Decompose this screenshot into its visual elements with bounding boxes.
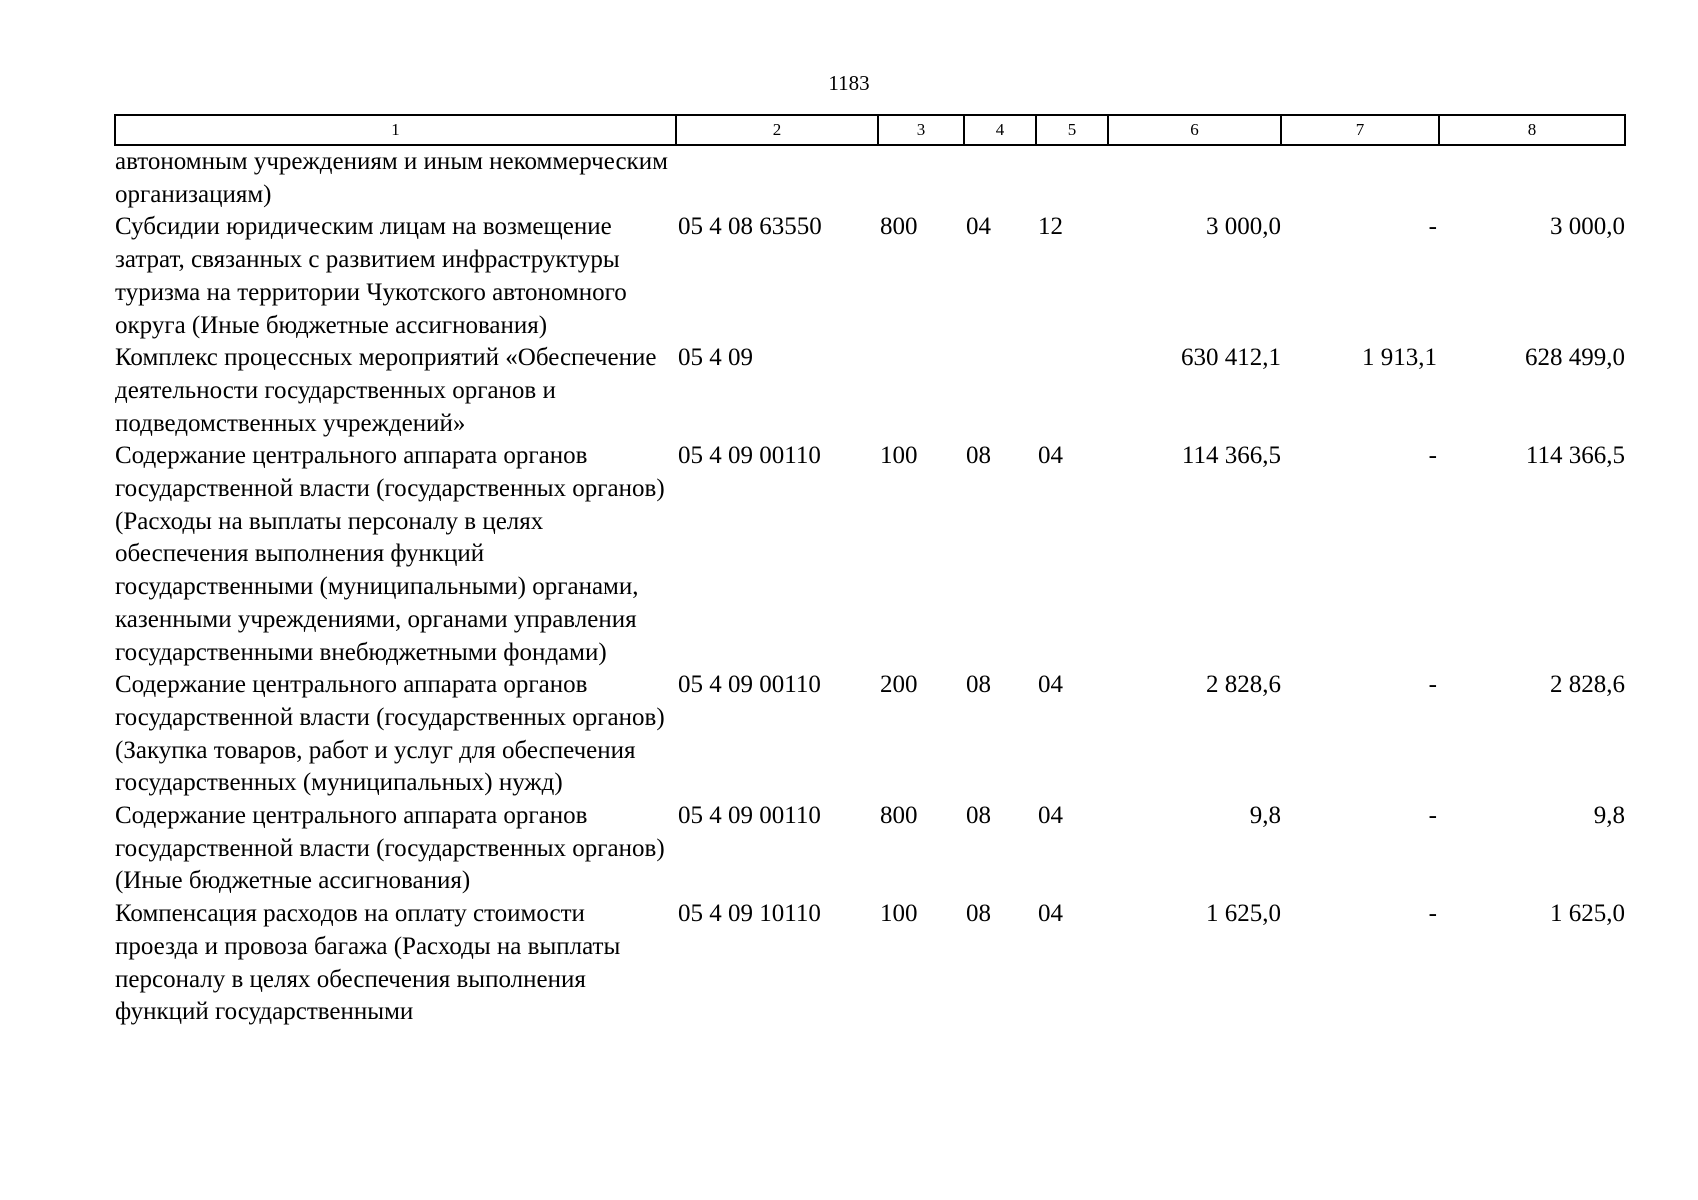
row-name: Субсидии юридическим лицам на возмещение затрат, связанных с развитием инфраструктуры туризма на территории Чукотского автономного округа (Иные бюджетные ассигнования) xyxy=(115,213,627,339)
column-header: 5 xyxy=(1036,115,1108,145)
row-value-8: 114 366,5 xyxy=(1525,442,1625,470)
row-name: Содержание центрального аппарата органов государственной власти (государственных органов) (Закупка товаров, работ и услуг для обеспечения государственных (муниципальных) нужд) xyxy=(115,671,665,797)
table-row xyxy=(115,669,1625,800)
row-expense-type: 100 xyxy=(880,442,918,470)
table-row xyxy=(115,145,1625,211)
row-section: 08 xyxy=(966,671,991,699)
row-name: Компенсация расходов на оплату стоимости проезда и провоза багажа (Расходы на выплаты персоналу в целях обеспечения выполнения функций государственными xyxy=(115,900,621,1026)
row-value-6: 3 000,0 xyxy=(1206,213,1281,241)
row-value-6: 2 828,6 xyxy=(1206,671,1281,699)
table-row xyxy=(115,898,1625,1029)
row-section: 08 xyxy=(966,442,991,470)
row-subsection xyxy=(1036,145,1108,211)
row-subsection: 04 xyxy=(1038,671,1063,699)
row-subsection: 04 xyxy=(1038,900,1063,928)
table-body xyxy=(115,145,1625,1029)
table-header xyxy=(115,115,1625,145)
row-value-6 xyxy=(1108,145,1281,211)
row-name: Содержание центрального аппарата органов государственной власти (государственных органов) (Иные бюджетные ассигнования) xyxy=(115,802,665,895)
row-subsection xyxy=(1036,342,1108,440)
row-name: Содержание центрального аппарата органов государственной власти (государственных органов) (Расходы на выплаты персоналу в целях обеспечения выполнения функций государственными (муниципальными) органами, казенными учреждениями, органами управления государственными внебюджетными фондами) xyxy=(115,442,665,666)
row-code xyxy=(676,145,878,211)
row-value-6: 114 366,5 xyxy=(1181,442,1281,470)
row-value-6: 9,8 xyxy=(1249,802,1281,830)
row-value-6: 1 625,0 xyxy=(1206,900,1281,928)
table-row xyxy=(115,800,1625,898)
table-row xyxy=(115,211,1625,342)
row-section xyxy=(964,145,1036,211)
row-value-8: 1 625,0 xyxy=(1550,900,1625,928)
row-expense-type: 200 xyxy=(880,671,918,699)
row-name: автономным учреждениям и иным некоммерческим организациям) xyxy=(115,148,668,208)
row-subsection: 04 xyxy=(1038,442,1063,470)
row-value-7: - xyxy=(1428,900,1437,928)
row-value-8: 628 499,0 xyxy=(1525,344,1625,372)
page-number: 1183 xyxy=(828,71,870,95)
row-value-7: - xyxy=(1428,442,1437,470)
row-code: 05 4 09 00110 xyxy=(678,442,821,470)
column-header: 4 xyxy=(964,115,1036,145)
row-subsection: 04 xyxy=(1038,802,1063,830)
column-header: 7 xyxy=(1281,115,1439,145)
row-expense-type: 100 xyxy=(880,900,918,928)
row-expense-type: 800 xyxy=(880,213,918,241)
row-subsection: 12 xyxy=(1038,213,1063,241)
row-section: 04 xyxy=(966,213,991,241)
column-header: 3 xyxy=(878,115,964,145)
budget-table xyxy=(114,114,1626,1029)
row-value-7: - xyxy=(1428,802,1437,830)
row-code: 05 4 09 00110 xyxy=(678,802,821,830)
row-value-8: 9,8 xyxy=(1593,802,1625,830)
column-header: 2 xyxy=(676,115,878,145)
row-value-8 xyxy=(1439,145,1625,211)
row-code: 05 4 08 63550 xyxy=(678,213,822,241)
row-name: Комплекс процессных мероприятий «Обеспечение деятельности государственных органов и подведомственных учреждений» xyxy=(115,344,657,437)
column-header: 6 xyxy=(1108,115,1281,145)
row-code: 05 4 09 xyxy=(678,344,753,372)
row-expense-type: 800 xyxy=(880,802,918,830)
row-section: 08 xyxy=(966,802,991,830)
row-value-7: 1 913,1 xyxy=(1362,344,1437,372)
row-value-6: 630 412,1 xyxy=(1181,344,1281,372)
row-value-8: 2 828,6 xyxy=(1550,671,1625,699)
row-expense-type xyxy=(878,342,964,440)
row-code: 05 4 09 00110 xyxy=(678,671,821,699)
column-header: 8 xyxy=(1439,115,1625,145)
row-value-7: - xyxy=(1428,213,1437,241)
row-value-7: - xyxy=(1428,671,1437,699)
row-value-8: 3 000,0 xyxy=(1550,213,1625,241)
table-row xyxy=(115,440,1625,669)
row-section: 08 xyxy=(966,900,991,928)
column-header: 1 xyxy=(115,115,676,145)
row-code: 05 4 09 10110 xyxy=(678,900,821,928)
row-expense-type xyxy=(878,145,964,211)
table-row xyxy=(115,342,1625,440)
header-row xyxy=(115,115,1625,145)
row-value-7 xyxy=(1281,145,1439,211)
row-section xyxy=(964,342,1036,440)
